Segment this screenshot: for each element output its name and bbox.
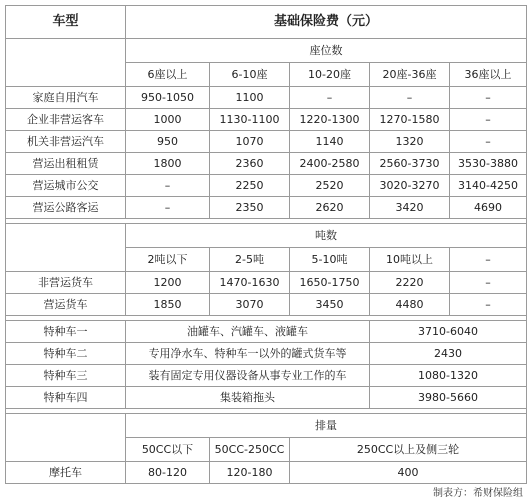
- table-cell: 2350: [210, 197, 290, 219]
- header-base-premium: 基础保险费（元）: [126, 6, 527, 39]
- row-label: 机关非营运汽车: [6, 131, 126, 153]
- seats-section-title: 座位数: [126, 39, 527, 63]
- table-row: [6, 387, 527, 409]
- row-label: 家庭自用汽车: [6, 87, 126, 109]
- row-label: 营运货车: [6, 294, 126, 316]
- table-cell: 1850: [126, 294, 210, 316]
- table-cell: 1080-1320: [370, 365, 527, 387]
- table-cell: 集装箱拖头: [126, 387, 370, 409]
- table-row: [6, 109, 527, 131]
- row-label: 特种车一: [6, 321, 126, 343]
- table-cell: 80-120: [126, 462, 210, 484]
- table-cell: 1470-1630: [210, 272, 290, 294]
- tonnage-section-title: 吨数: [126, 224, 527, 248]
- premium-table: [5, 5, 527, 484]
- table-cell: 3710-6040: [370, 321, 527, 343]
- table-row: [6, 321, 527, 343]
- table-cell: 1000: [126, 109, 210, 131]
- table-row: [6, 462, 527, 484]
- motorcycle-section-title: 排量: [126, 414, 527, 438]
- column-header: 2-5吨: [210, 248, 290, 272]
- table-cell: 1220-1300: [290, 109, 370, 131]
- table-cell: 4480: [370, 294, 450, 316]
- table-cell: 950-1050: [126, 87, 210, 109]
- column-header: 50CC以下: [126, 438, 210, 462]
- tonnage-blank-cell: [6, 224, 126, 248]
- table-cell: 3980-5660: [370, 387, 527, 409]
- table-cell: 2250: [210, 175, 290, 197]
- row-label: 特种车四: [6, 387, 126, 409]
- table-cell: –: [370, 87, 450, 109]
- table-cell: 1650-1750: [290, 272, 370, 294]
- table-cell: 1100: [210, 87, 290, 109]
- table-cell: 3020-3270: [370, 175, 450, 197]
- table-row: [6, 131, 527, 153]
- table-row: [6, 272, 527, 294]
- column-header: 5-10吨: [290, 248, 370, 272]
- table-cell: 1800: [126, 153, 210, 175]
- table-row: [6, 175, 527, 197]
- table-cell: 2220: [370, 272, 450, 294]
- column-header: 50CC-250CC: [210, 438, 290, 462]
- row-label: 营运出租租赁: [6, 153, 126, 175]
- table-cell: –: [450, 131, 527, 153]
- table-cell: 1130-1100: [210, 109, 290, 131]
- table-cell: –: [450, 109, 527, 131]
- table-cell: 1070: [210, 131, 290, 153]
- row-label: 营运城市公交: [6, 175, 126, 197]
- motorcycle-blank-cell: [6, 438, 126, 462]
- table-cell: 120-180: [210, 462, 290, 484]
- table-cell: 2430: [370, 343, 527, 365]
- header-vehicle-type: 车型: [6, 6, 126, 39]
- table-cell: –: [290, 87, 370, 109]
- table-cell: 950: [126, 131, 210, 153]
- row-label: 摩托车: [6, 462, 126, 484]
- column-header: 10吨以上: [370, 248, 450, 272]
- table-cell: –: [450, 87, 527, 109]
- tonnage-blank-cell: [6, 248, 126, 272]
- column-header: 6座以上: [126, 63, 210, 87]
- table-cell: 3070: [210, 294, 290, 316]
- table-cell: 1270-1580: [370, 109, 450, 131]
- column-header: 10-20座: [290, 63, 370, 87]
- table-cell: 3530-3880: [450, 153, 527, 175]
- table-cell: 专用净水车、特种车一以外的罐式货车等: [126, 343, 370, 365]
- table-cell: 油罐车、汽罐车、液罐车: [126, 321, 370, 343]
- column-header: 36座以上: [450, 63, 527, 87]
- table-cell: 1140: [290, 131, 370, 153]
- table-cell: –: [450, 272, 527, 294]
- seats-blank-cell: [6, 63, 126, 87]
- table-cell: 1320: [370, 131, 450, 153]
- table-cell: 2560-3730: [370, 153, 450, 175]
- column-header: 250CC以上及侧三轮: [290, 438, 527, 462]
- table-cell: 2400-2580: [290, 153, 370, 175]
- row-label: 企业非营运客车: [6, 109, 126, 131]
- table-cell: 2360: [210, 153, 290, 175]
- table-cell: –: [450, 294, 527, 316]
- table-row: [6, 153, 527, 175]
- table-row: [6, 294, 527, 316]
- table-credit: 制表方：希财保险组: [433, 488, 523, 499]
- row-label: 特种车二: [6, 343, 126, 365]
- table-cell: –: [126, 175, 210, 197]
- table-row: [6, 87, 527, 109]
- column-header: 20座-36座: [370, 63, 450, 87]
- table-cell: 3140-4250: [450, 175, 527, 197]
- motorcycle-blank-cell: [6, 414, 126, 438]
- table-cell: 2620: [290, 197, 370, 219]
- table-row: [6, 343, 527, 365]
- seats-blank-cell: [6, 39, 126, 63]
- row-label: 营运公路客运: [6, 197, 126, 219]
- table-cell: 3450: [290, 294, 370, 316]
- column-header: –: [450, 248, 527, 272]
- column-header: 6-10座: [210, 63, 290, 87]
- table-cell: 400: [290, 462, 527, 484]
- table-cell: 装有固定专用仪器设备从事专业工作的车: [126, 365, 370, 387]
- table-cell: –: [126, 197, 210, 219]
- table-row: [6, 197, 527, 219]
- table-cell: 1200: [126, 272, 210, 294]
- column-header: 2吨以下: [126, 248, 210, 272]
- table-row: [6, 365, 527, 387]
- row-label: 特种车三: [6, 365, 126, 387]
- row-label: 非营运货车: [6, 272, 126, 294]
- table-cell: 3420: [370, 197, 450, 219]
- table-cell: 4690: [450, 197, 527, 219]
- table-cell: 2520: [290, 175, 370, 197]
